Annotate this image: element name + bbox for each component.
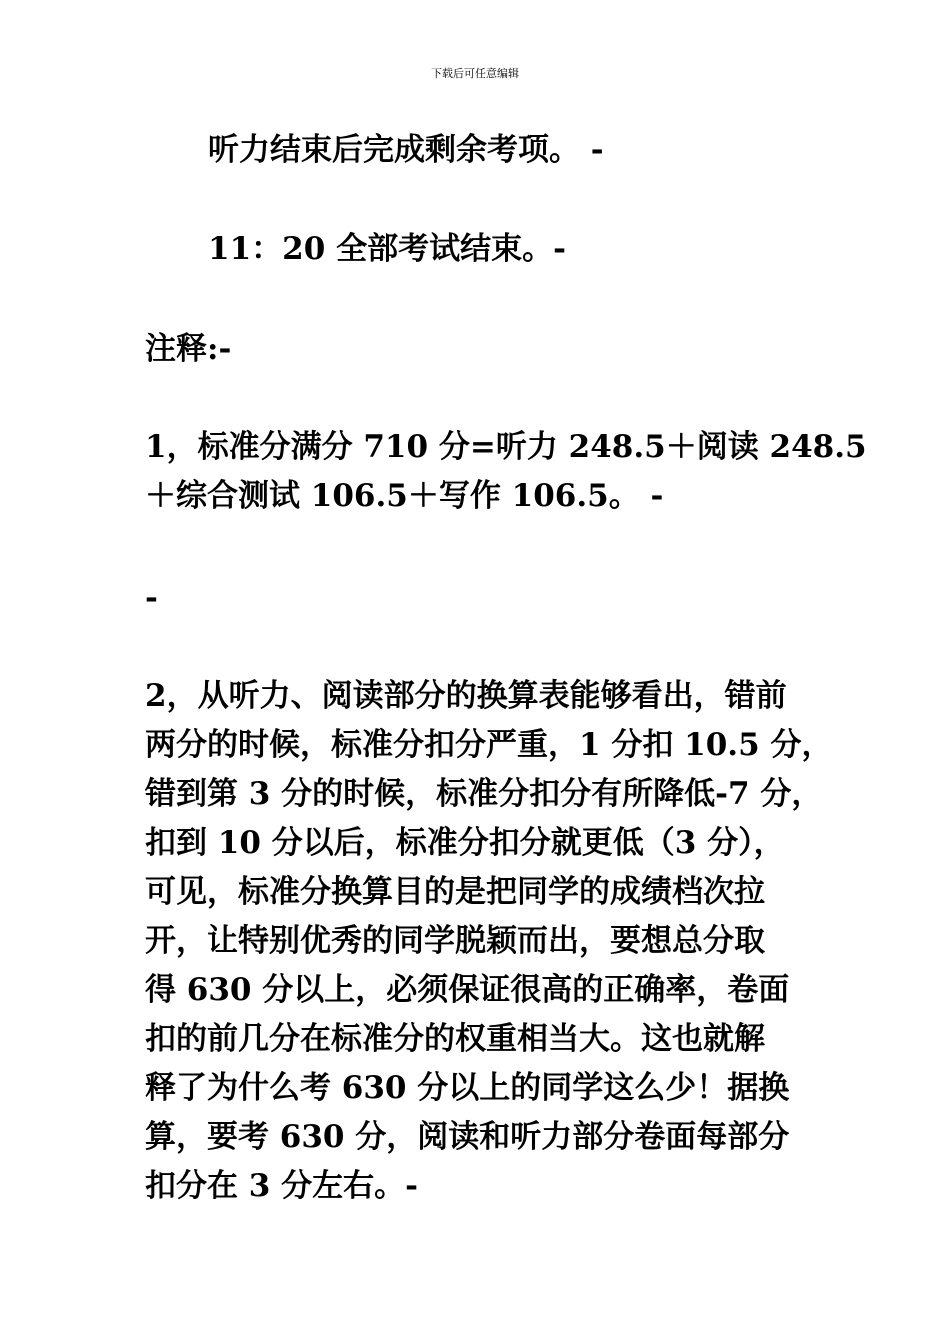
text-line: 错到第 3 分的时候，标准分扣分有所降低-7 分， [145, 776, 823, 812]
separator-dash [145, 574, 158, 623]
text-line: - [145, 580, 158, 616]
text-line: 2，从听力、阅读部分的换算表能够看出，错前 [145, 678, 787, 714]
text-line: 11：20 全部考试结束。- [208, 231, 566, 267]
page-header-note: 下载后可任意编辑 [431, 67, 519, 80]
note-item-1 [145, 423, 867, 521]
text-line: 两分的时候，标准分扣分严重，1 分扣 10.5 分， [145, 727, 833, 763]
text-line: 释了为什么考 630 分以上的同学这么少！据换 [145, 1070, 790, 1106]
text-line: 注释:- [145, 331, 232, 367]
text-line: ＋综合测试 106.5＋写作 106.5。 - [145, 478, 664, 514]
paragraph-listening-end [208, 126, 604, 175]
text-line: 得 630 分以上，必须保证很高的正确率，卷面 [145, 972, 790, 1008]
text-line: 听力结束后完成剩余考项。 - [208, 132, 604, 168]
text-line: 算，要考 630 分，阅读和听力部分卷面每部分 [145, 1119, 790, 1155]
text-line: 扣到 10 分以后，标准分扣分就更低（3 分）， [145, 825, 785, 861]
text-line: 可见，标准分换算目的是把同学的成绩档次拉 [145, 874, 765, 910]
paragraph-exam-end [208, 225, 566, 274]
text-line: 开，让特别优秀的同学脱颖而出，要想总分取 [145, 923, 765, 959]
text-line: 扣的前几分在标准分的权重相当大。这也就解 [145, 1021, 765, 1057]
text-line: 扣分在 3 分左右。- [145, 1168, 419, 1204]
note-item-2 [145, 672, 832, 1211]
text-line: 1，标准分满分 710 分=听力 248.5＋阅读 248.5 [145, 429, 867, 465]
notes-heading [145, 325, 231, 374]
